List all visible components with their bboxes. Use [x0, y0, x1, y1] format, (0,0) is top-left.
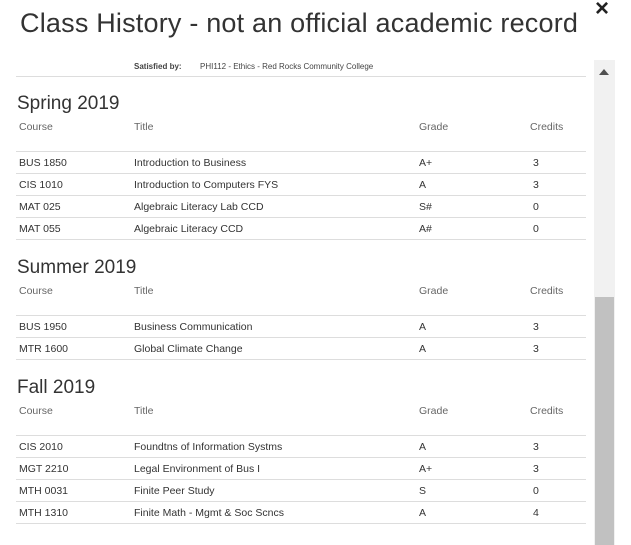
course-cell: MAT 025	[19, 201, 61, 213]
close-icon[interactable]: ×	[594, 0, 609, 22]
column-header-credits: Credits	[530, 405, 564, 417]
vertical-scrollbar[interactable]	[594, 60, 615, 545]
satisfied-by-value: PHI112 - Ethics - Red Rocks Community College	[200, 62, 374, 71]
title-cell: Introduction to Business	[134, 157, 247, 169]
course-cell: BUS 1850	[19, 157, 67, 169]
table-row	[16, 316, 586, 338]
table-header-row	[16, 283, 586, 316]
title-cell: Global Climate Change	[134, 343, 243, 355]
table-row	[16, 174, 586, 196]
column-header-title: Title	[134, 121, 154, 133]
column-header-title: Title	[134, 405, 154, 417]
credits-cell: 3	[533, 441, 539, 453]
course-cell: CIS 2010	[19, 441, 63, 453]
column-header-course: Course	[19, 285, 53, 297]
dialog-title: Class History - not an official academic record	[20, 8, 579, 38]
table-row	[16, 502, 586, 524]
table-row	[16, 196, 586, 218]
term-title: Spring 2019	[17, 93, 120, 114]
column-header-grade: Grade	[419, 405, 449, 417]
course-table	[16, 403, 586, 524]
grade-cell: A+	[419, 463, 433, 475]
satisfied-by-row	[16, 55, 586, 77]
class-history-content	[16, 55, 592, 545]
credits-cell: 3	[533, 343, 539, 355]
table-header-row	[16, 119, 586, 152]
scroll-up-triangle	[599, 69, 609, 75]
credits-cell: 0	[533, 223, 539, 235]
course-cell: BUS 1950	[19, 321, 67, 333]
grade-cell: A	[419, 343, 427, 355]
grade-cell: S#	[419, 201, 432, 213]
column-header-course: Course	[19, 121, 53, 133]
table-row	[16, 218, 586, 240]
credits-cell: 3	[533, 179, 539, 191]
grade-cell: A	[419, 507, 427, 519]
column-header-title: Title	[134, 285, 154, 297]
credits-cell: 3	[533, 157, 539, 169]
title-cell: Finite Peer Study	[134, 485, 215, 497]
term-title: Summer 2019	[17, 257, 137, 278]
credits-cell: 3	[533, 321, 539, 333]
title-cell: Finite Math - Mgmt & Soc Scncs	[134, 507, 284, 519]
title-cell: Algebraic Literacy CCD	[134, 223, 244, 235]
table-row	[16, 338, 586, 360]
grade-cell: A+	[419, 157, 433, 169]
column-header-credits: Credits	[530, 285, 564, 297]
grade-cell: A	[419, 441, 427, 453]
title-cell: Business Communication	[134, 321, 253, 333]
course-cell: CIS 1010	[19, 179, 63, 191]
course-cell: MTH 1310	[19, 507, 69, 519]
course-table	[16, 283, 586, 360]
table-header-row	[16, 403, 586, 436]
course-cell: MAT 055	[19, 223, 61, 235]
title-cell: Foundtns of Information Systms	[134, 441, 283, 453]
column-header-credits: Credits	[530, 121, 564, 133]
table-row	[16, 152, 586, 174]
satisfied-by-label: Satisfied by:	[134, 62, 182, 71]
grade-cell: S	[419, 485, 427, 497]
term-title: Fall 2019	[17, 377, 96, 398]
title-cell: Introduction to Computers FYS	[134, 179, 279, 191]
credits-cell: 0	[533, 485, 539, 497]
credits-cell: 4	[533, 507, 539, 519]
scrollbar-thumb[interactable]	[595, 297, 614, 545]
course-cell: MTR 1600	[19, 343, 69, 355]
table-row	[16, 436, 586, 458]
course-cell: MGT 2210	[19, 463, 69, 475]
column-header-grade: Grade	[419, 121, 449, 133]
table-row	[16, 458, 586, 480]
scroll-up-arrow-icon[interactable]	[594, 60, 615, 84]
course-cell: MTH 0031	[19, 485, 69, 497]
title-cell: Algebraic Literacy Lab CCD	[134, 201, 264, 213]
course-table	[16, 119, 586, 240]
column-header-grade: Grade	[419, 285, 449, 297]
grade-cell: A	[419, 321, 427, 333]
column-header-course: Course	[19, 405, 53, 417]
credits-cell: 0	[533, 201, 539, 213]
credits-cell: 3	[533, 463, 539, 475]
grade-cell: A	[419, 179, 427, 191]
grade-cell: A#	[419, 223, 432, 235]
table-row	[16, 480, 586, 502]
title-cell: Legal Environment of Bus I	[134, 463, 261, 475]
